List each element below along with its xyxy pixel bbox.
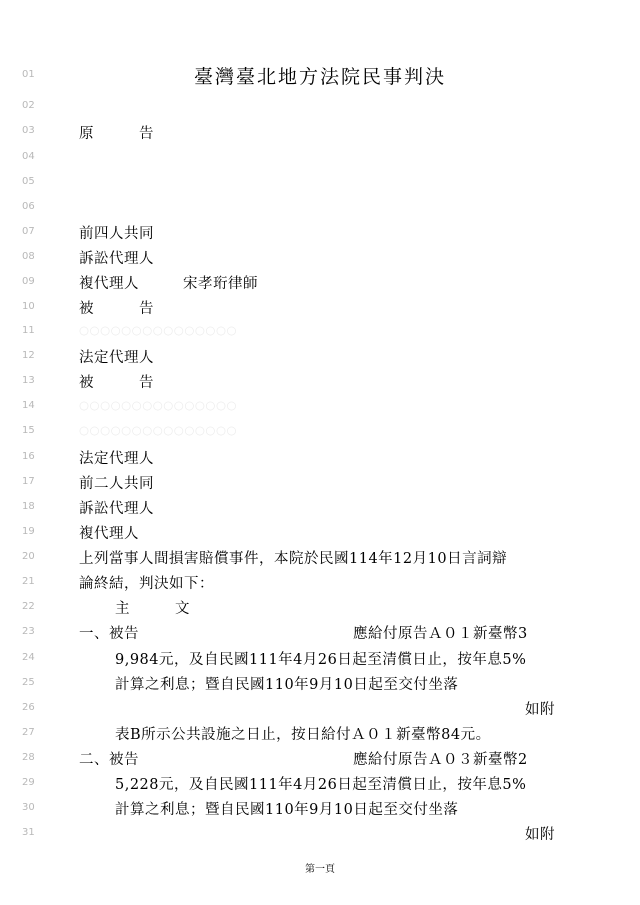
item-1-text: 應給付原告Ａ０１新臺幣3 [353,626,528,642]
item-1-text: 表B所示公共設施之日止，按日給付Ａ０１新臺幣84元。 [115,727,491,743]
item-1-text: 9,984元，及自民國111年4月26日起至清償日止，按年息5% [115,652,527,668]
line-number: 07 [22,226,35,237]
line-number: 15 [22,425,35,436]
main-text-heading: 主 文 [115,601,190,617]
plaintiff-label: 原 告 [79,126,154,142]
redacted-text: ○○○○○○○○○○○○○○○ [79,423,238,437]
line-number: 28 [22,752,35,763]
item-1-head: 一、被告 [79,626,139,642]
intro-line: 論終結，判決如下： [79,576,214,592]
line-number: 27 [22,727,35,738]
line-number: 01 [22,69,35,80]
line-number: 22 [22,601,35,612]
sub-agent-label: 複代理人 [79,276,139,292]
item-2-text: 如附 [525,827,555,843]
item-2-text: 5,228元，及自民國111年4月26日起至清償日止，按年息5% [115,777,527,793]
line-number: 09 [22,276,35,287]
line-number: 06 [22,201,35,212]
line-number: 30 [22,802,35,813]
legal-representative-label: 法定代理人 [79,451,154,467]
intro-line: 上列當事人間損害賠償事件，本院於民國114年12月10日言詞辯 [79,551,508,567]
line-number: 17 [22,476,35,487]
line-number: 02 [22,100,35,111]
defendant-label: 被 告 [79,301,154,317]
defendant-label: 被 告 [79,375,154,391]
litigation-agent-label: 訴訟代理人 [79,501,154,517]
line-number: 25 [22,677,35,688]
line-number: 08 [22,251,35,262]
line-number: 16 [22,451,35,462]
line-number: 21 [22,576,35,587]
line-number: 23 [22,626,35,637]
item-2-text: 計算之利息；暨自民國110年9月10日起至交付坐落 [115,802,459,818]
line-number: 05 [22,176,35,187]
line-number: 04 [22,151,35,162]
sub-agent-label: 複代理人 [79,526,139,542]
sub-agent-name: 宋孝珩律師 [183,276,258,292]
line-number: 19 [22,526,35,537]
redacted-text: ○○○○○○○○○○○○○○○ [79,398,238,412]
line-number: 18 [22,501,35,512]
redacted-text: ○○○○○○○○○○○○○○○ [79,323,238,337]
legal-representative-label: 法定代理人 [79,350,154,366]
line-number: 11 [22,325,35,336]
line-number: 03 [22,125,35,136]
line-number: 10 [22,301,35,312]
line-number: 31 [22,827,35,838]
document-title: 臺灣臺北地方法院民事判決 [193,66,446,88]
joint-four-label: 前四人共同 [79,226,154,242]
item-2-text: 應給付原告Ａ０３新臺幣2 [353,752,528,768]
page-number: 第一頁 [305,864,335,875]
line-number: 29 [22,777,35,788]
item-1-text: 計算之利息；暨自民國110年9月10日起至交付坐落 [115,677,459,693]
item-2-head: 二、被告 [79,752,139,768]
item-1-text: 如附 [525,702,555,718]
line-number: 20 [22,551,35,562]
line-number: 14 [22,400,35,411]
line-number: 26 [22,702,35,713]
line-number: 12 [22,350,35,361]
line-number: 13 [22,375,35,386]
litigation-agent-label: 訴訟代理人 [79,251,154,267]
line-number: 24 [22,652,35,663]
joint-two-label: 前二人共同 [79,476,154,492]
